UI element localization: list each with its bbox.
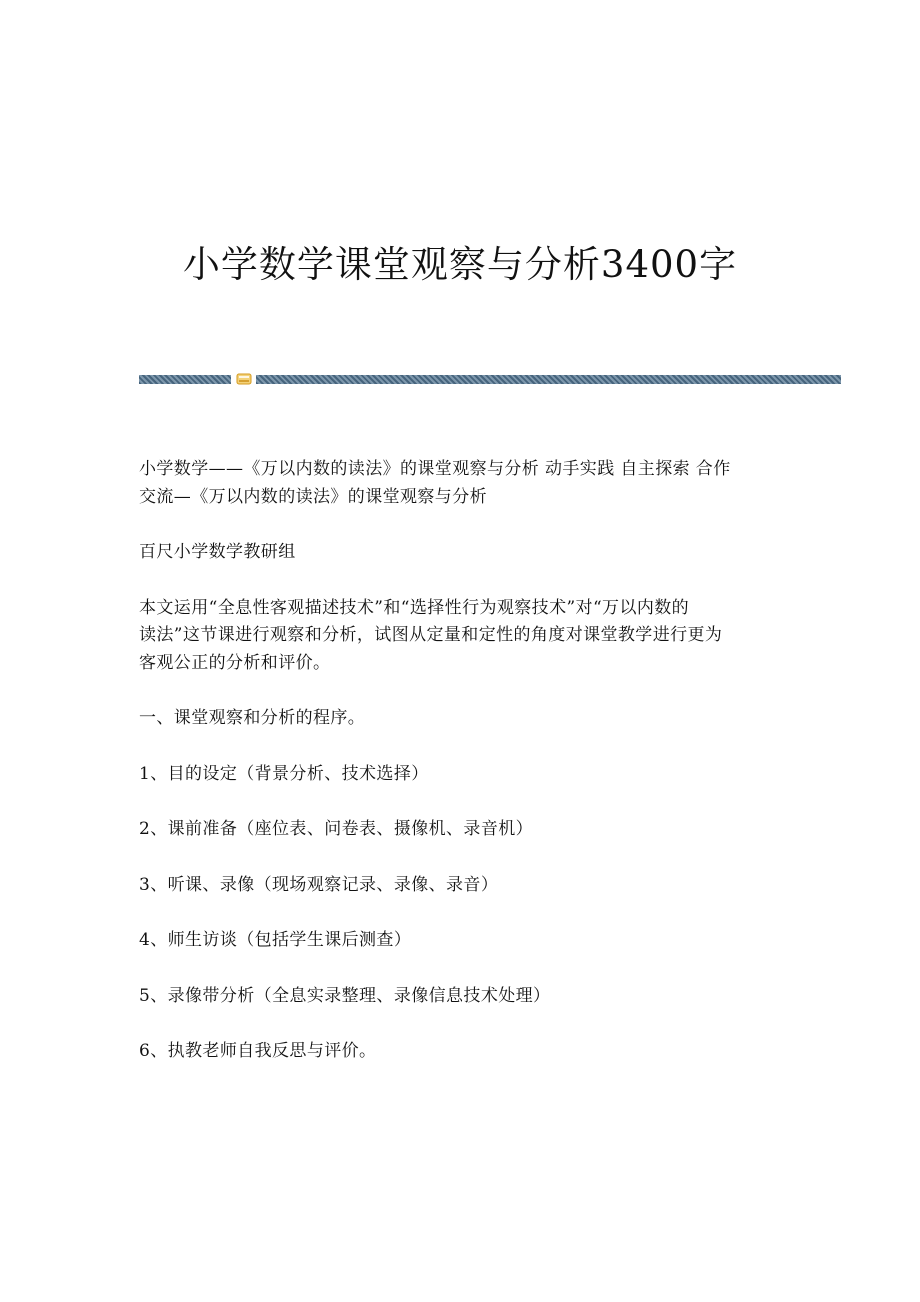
ornament-icon bbox=[236, 373, 252, 385]
paragraph-line: 客观公正的分析和评价。 bbox=[139, 652, 331, 673]
paragraph-line: 2、课前准备（座位表、问卷表、摄像机、录音机） bbox=[139, 819, 534, 839]
paragraph bbox=[139, 816, 789, 844]
paragraph bbox=[139, 1038, 789, 1066]
paragraph bbox=[139, 927, 789, 955]
divider-left-segment bbox=[139, 375, 231, 384]
paragraph-line: 交流—《万以内数的读法》的课堂观察与分析 bbox=[139, 486, 487, 507]
document-title: 小学数学课堂观察与分析3400字 bbox=[182, 242, 738, 286]
paragraph-line: 小学数学——《万以内数的读法》的课堂观察与分析 动手实践 自主探索 合作 bbox=[139, 459, 731, 479]
paragraph bbox=[139, 456, 789, 511]
paragraph-line: 1、目的设定（背景分析、技术选择） bbox=[139, 763, 429, 784]
paragraph bbox=[139, 872, 789, 900]
paragraph-line: 6、执教老师自我反思与评价。 bbox=[139, 1041, 377, 1061]
paragraph bbox=[139, 705, 789, 733]
paragraph-line: 一、课堂观察和分析的程序。 bbox=[139, 708, 366, 728]
paragraph bbox=[139, 595, 789, 678]
paragraph-line: 读法”这节课进行观察和分析，试图从定量和定性的角度对课堂教学进行更为 bbox=[139, 625, 723, 645]
paragraph bbox=[139, 539, 789, 567]
title-divider bbox=[139, 375, 841, 384]
paragraph-line: 3、听课、录像（现场观察记录、录像、录音） bbox=[139, 874, 499, 895]
paragraph bbox=[139, 761, 789, 789]
paragraph-line: 百尺小学数学教研组 bbox=[139, 542, 296, 562]
document-body bbox=[139, 456, 789, 1094]
paragraph-line: 4、师生访谈（包括学生课后测查） bbox=[139, 930, 412, 950]
paragraph bbox=[139, 983, 789, 1011]
paragraph-line: 5、录像带分析（全息实录整理、录像信息技术处理） bbox=[139, 985, 551, 1006]
paragraph-line: 本文运用“全息性客观描述技术”和“选择性行为观察技术”对“万以内数的 bbox=[139, 597, 690, 618]
divider-right-segment bbox=[256, 375, 841, 384]
